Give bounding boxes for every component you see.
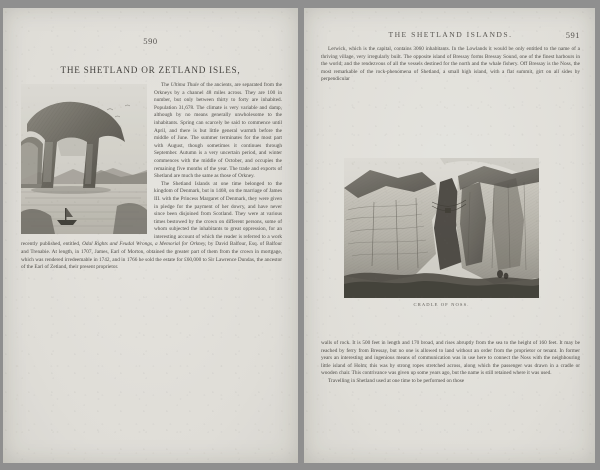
rock-arch-engraving: [21, 84, 147, 234]
left-page-folio: 590: [143, 36, 158, 46]
left-paragraph-1-rest: of the ancients, are separated from the Orkneys by a channel 48 miles across. They are 100 in number, but only between thirty to forty are inhabited. Population 31,678. The climate is very variable and damp, although by no means generally unwholesome to the inhabitants. Spring can scarcely be said to commence until April, and there is but little general warmth before the middle of June. The summer terminates for the most part with August, though sometimes it continues through September. Autumn is a very uncertain period, and winter commences with the middle of October, and occupies the remaining five months of the year. The trade and exports of Shetland are much the same as those of Orkney.: [154, 82, 282, 180]
right-page-running-head: [321, 30, 580, 39]
right-paragraph-2: walls of rock. It is 500 feet in length and 170 broad, and rises abruptly from the sea to the height of 160 feet. It may be reached by ferry from Bressay, but no one is allowed to land without an order from the proprietor or tenant. In former years an interesting and ingenious means of communication was in use here to connect the Noss with the neighbouring little island of Holm; this was by strong ropes stretched across, along which the passenger was drawn in a cradle or wooden chair. This contrivance was given up some years ago, but the name is still retained where it was used.: [321, 340, 580, 377]
left-paragraph-2a: The Shetland Islands at one time belonged to the kingdom of Denmark, but in 1468, on the marriage of James III. with the Princess Margaret of Denmark, they were given in pledge for the payment of her dowry, and have never since been disjoined from Scotland. They were at various times bestowed by the crown on different persons, some of whom subjected the inhabitants to great oppression, for an interesting account of which the reader is referred to a work recently published, entitled,: [21, 180, 282, 248]
right-page-body-top: [321, 46, 580, 84]
right-page: [304, 8, 595, 463]
left-page-body: [21, 82, 282, 272]
right-page-folio: 591: [565, 30, 580, 40]
rock-arch-figure: [21, 84, 147, 234]
right-paragraph-3: Travelling in Shetland used at one time to be performed on those: [328, 377, 465, 384]
article-title: THE SHETLAND OR ZETLAND ISLES,: [60, 65, 241, 75]
right-paragraph-1: Lerwick, which is the capital, contains 3060 inhabitants. In the Lowlands it would be only entitled to the name of a thriving village, very irregularly built. The opposite island of Bressay forms Bressay Sound, one of the finest harbours in the world; and the rendezvous of all the vessels destined for the north and the whale fishery. Off Bressay is the Noss, the most remarkable of the rock-phenomena of Shetland, a small high island, with a flat summit, girt on all sides by perpendicular: [321, 46, 580, 83]
ultima-thule-italic: Ultima Thule: [170, 82, 199, 88]
cradle-of-noss-engraving: [344, 158, 539, 298]
figure-caption: CRADLE OF NOSS.: [413, 302, 470, 307]
cradle-of-noss-figure: [344, 158, 539, 307]
odal-rights-italic: Odal Rights and Feudal Wrongs, a Memorial for Orkney,: [82, 241, 207, 248]
right-page-body-bottom: [321, 340, 580, 386]
left-page: [3, 8, 298, 463]
left-paragraph-1: The Ultima Thule of the ancients, are separated from the Orkneys by a channel 48 miles across. They are 100 in number, but only between thirty to forty are inhabited. Population 31,678. The climate is very variable and damp, although by no means generally unwholesome to the inhabitants. Spring can scarcely be said to commence until April, and there is but little general warmth before the middle of June. The summer terminates for the most part with August, though sometimes it continues through September. Autumn is a very uncertain period, and winter commences with the middle of October, and occupies the remaining five months of the year. The trade and exports of Shetland are much the same as those of Orkney.: [154, 82, 282, 180]
running-head-title: THE SHETLAND ISLANDS.: [388, 30, 513, 39]
left-paragraph-2b: by David Balfour, Esq. of Balfour and Trenabie. At length, in 1707, James, Earl of Morton, obtained the greater part of them from the crown in mortgage, which was rendered irredeemable in 1742, and in 1766 he sold the estate for £60,000 to Sir Lawrence Dundas, the ancestor of the Earl of Zetland, their present proprietor.: [21, 241, 282, 271]
